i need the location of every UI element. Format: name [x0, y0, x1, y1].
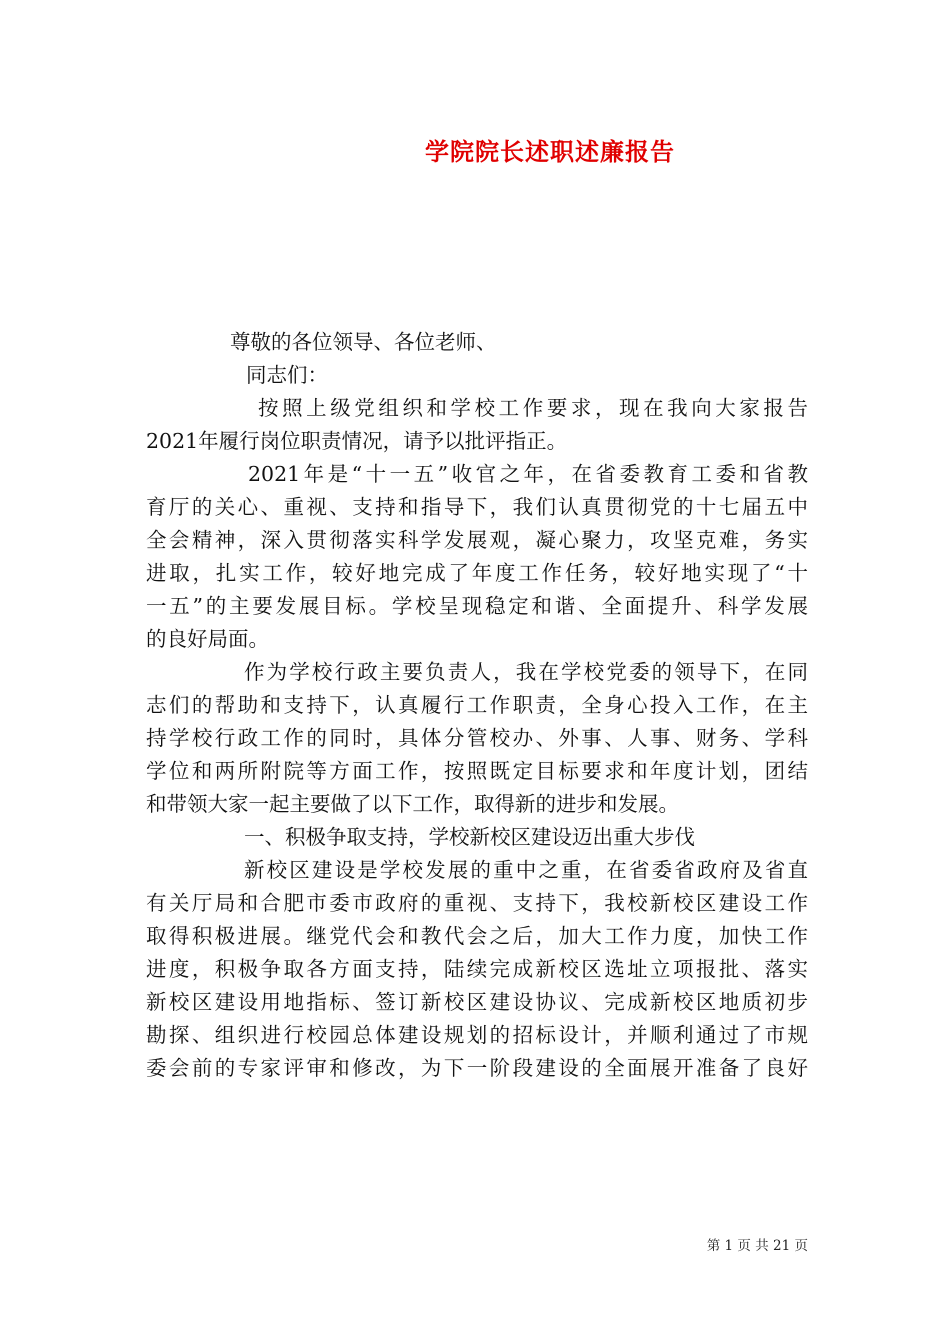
- para-4-line-3: 取得积极进展。继党代会和教代会之后，加大工作力度，加快工作: [146, 924, 808, 948]
- para-1-line-2: 2021年履行岗位职责情况，请予以批评指正。: [146, 429, 568, 453]
- para-4-line-6: 勘探、组织进行校园总体建设规划的招标设计，并顺利通过了市规: [146, 1023, 808, 1047]
- salutation-line-2: 同志们：: [246, 363, 328, 387]
- document-title: 学院院长述职述廉报告: [425, 137, 675, 166]
- para-4-line-2: 有关厅局和合肥市委市政府的重视、支持下，我校新校区建设工作: [146, 891, 808, 915]
- para-2-line-3: 全会精神，深入贯彻落实科学发展观，凝心聚力，攻坚克难，务实: [146, 528, 808, 552]
- para-3-line-1: 作为学校行政主要负责人，我在学校党委的领导下，在同: [244, 660, 808, 684]
- para-2-line-4: 进取，扎实工作，较好地完成了年度工作任务，较好地实现了“十: [146, 561, 808, 585]
- document-body: [146, 326, 808, 1085]
- section-heading-1: 一、积极争取支持，学校新校区建设迈出重大步伐: [244, 825, 695, 849]
- para-3-line-3: 持学校行政工作的同时，具体分管校办、外事、人事、财务、学科: [146, 726, 808, 750]
- para-2-line-5: 一五”的主要发展目标。学校呈现稳定和谐、全面提升、科学发展: [146, 594, 808, 618]
- para-1-line-1: 按照上级党组织和学校工作要求，现在我向大家报告: [258, 396, 808, 420]
- salutation-line-1: 尊敬的各位领导、各位老师、: [230, 330, 497, 354]
- para-4-line-4: 进度，积极争取各方面支持，陆续完成新校区选址立项报批、落实: [146, 957, 808, 981]
- para-2-line-1: 2021年是“十一五”收官之年，在省委教育工委和省教: [248, 462, 808, 486]
- para-2-line-2: 育厅的关心、重视、支持和指导下，我们认真贯彻党的十七届五中: [146, 495, 808, 519]
- page-number: 第 1 页 共 21 页: [706, 1238, 808, 1254]
- para-2-line-6: 的良好局面。: [146, 627, 269, 651]
- para-3-line-2: 志们的帮助和支持下，认真履行工作职责，全身心投入工作，在主: [146, 693, 808, 717]
- para-4-line-5: 新校区建设用地指标、签订新校区建设协议、完成新校区地质初步: [146, 990, 808, 1014]
- para-3-line-4: 学位和两所附院等方面工作，按照既定目标要求和年度计划，团结: [146, 759, 808, 783]
- para-3-line-5: 和带领大家一起主要做了以下工作，取得新的进步和发展。: [146, 792, 679, 816]
- para-4-line-1: 新校区建设是学校发展的重中之重，在省委省政府及省直: [244, 858, 808, 882]
- para-4-line-7: 委会前的专家评审和修改，为下一阶段建设的全面展开准备了良好: [146, 1056, 808, 1080]
